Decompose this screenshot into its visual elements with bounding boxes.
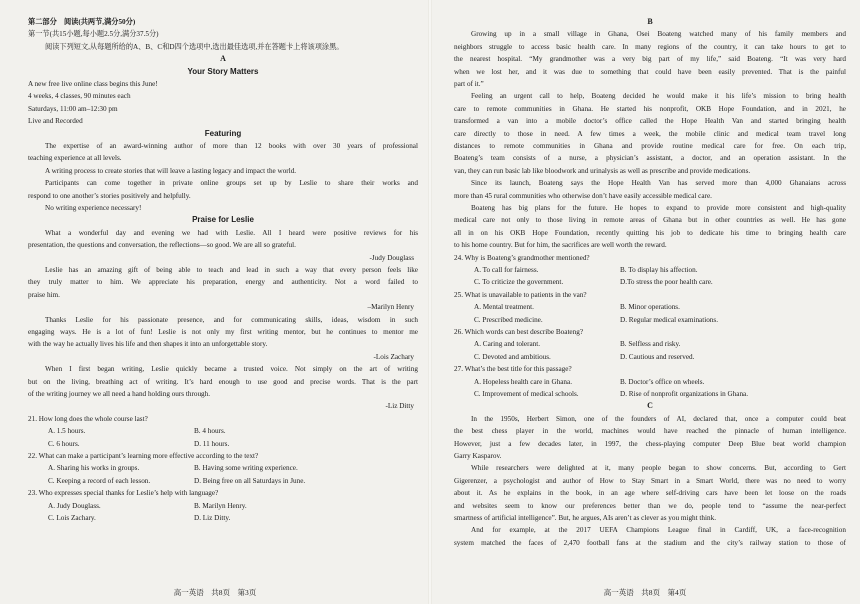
answer-option: A. Mental treatment. [474, 303, 534, 312]
text-line: medical care not only to those living in remote areas of Ghana but in other countries as well. He has gone [454, 216, 846, 225]
passage-a-question-0: 21. How long does the whole course last? [28, 414, 148, 423]
text-line: In the 1950s, Herbert Simon, one of the founders of AI, declared that, once a computer could beat [471, 414, 846, 423]
text-line: they truly matter to him. We appreciate his preparation, energy and authenticity. Not a word failed to [28, 278, 418, 287]
answer-option: D.To stress the poor health care. [620, 278, 713, 287]
text-line: Feeling an urgent call to help, Boateng decided he would make it his life’s mission to bring health [471, 92, 846, 101]
option-row [454, 276, 846, 288]
option-row [454, 351, 846, 363]
text-line: -Judy Douglass [369, 253, 414, 262]
text-line: While researchers were delighted at it, many people began to show concerns. But, according to Gert [471, 464, 846, 473]
answer-option: B. Selfless and risky. [620, 340, 681, 349]
text-line: Garry Kasparov. [454, 451, 502, 460]
passage-b-question-1: 25. What is unavailable to patients in the van? [454, 290, 587, 299]
answer-option: D. 11 hours. [194, 439, 230, 448]
text-line: engaging ways. He is a lot of fun! Leslie is not only my first writing mentor, but he continues to mentor me [28, 328, 418, 337]
text-line: presentation, the questions and conversation, the reflections—so good. We are all so grateful. [28, 241, 296, 250]
option-row [454, 338, 846, 350]
text-line: Gigerenzer, a psychologist and author of How to Stay Smart in a Smart World, there was no need to worry [454, 476, 846, 485]
text-line: care directly to those in need. A few times a week, the mobile clinic and medical team travel long [454, 129, 846, 138]
text-line: distances to remote communities in Ghana and provide routine medical care for free. On each trip, [454, 141, 846, 150]
passage-b-question-3: 27. What’s the best title for this passage? [454, 365, 572, 374]
text-line: Since its launch, Boateng says the Hope Health Van has served more than 4,000 Ghanaians across [471, 179, 846, 188]
answer-option: B. Minor operations. [620, 303, 680, 312]
answer-option: D. Liz Ditty. [194, 514, 231, 523]
answer-option: B. Marilyn Henry. [194, 501, 247, 510]
page-footer-left: 高一英语 共8页 第3页 [173, 588, 257, 597]
answer-option: A. Hopeless health care in Ghana. [474, 377, 572, 386]
text-line: part of it.” [454, 79, 484, 88]
text-line: system matched the faces of 2,470 football fans at the stadium and the city’s railway station to those of [454, 538, 846, 547]
text-line: A [220, 54, 226, 64]
passage-b-question-0: 24. Why is Boateng’s grandmother mentioned? [454, 253, 590, 262]
text-line: And for example, at the 2017 UEFA Champions League final in Cardiff, UK, a face-recognition [471, 526, 846, 535]
answer-option: D. Regular medical examinations. [620, 315, 718, 324]
text-line: A writing process to create stories that will leave a lasting legacy and impact the world. [45, 166, 297, 175]
text-line: care to remote communities in Ghana. He started his nonprofit, OKB Hope Foundation, and in 2021, he [454, 104, 846, 113]
text-line: and websites seem to know our preferences better than we do, people tend to “assume the near-perfect [454, 501, 846, 510]
answer-option: A. Judy Douglass. [48, 501, 101, 510]
text-line: –Marilyn Henry [367, 303, 414, 312]
answer-option: D. Cautious and reserved. [620, 352, 695, 361]
answer-option: B. Having some writing experience. [194, 464, 298, 473]
text-line: Saturdays, 11:00 am–12:30 pm [28, 104, 118, 113]
text-line: 第一节(共15小题,每小题2.5分,满分37.5分) [28, 30, 159, 39]
option-row [454, 376, 846, 388]
text-line: No writing experience necessary! [45, 204, 142, 213]
answer-option: C. Prescribed medicine. [474, 315, 543, 324]
option-row [28, 475, 418, 487]
text-line: Boateng’s team consists of a nurse, a physician’s assistant, a doctor, and an operation assistant. In the [454, 154, 846, 163]
text-line: praise him. [28, 290, 60, 299]
page-footer-right: 高一英语 共8页 第4页 [603, 588, 687, 597]
answer-option: C. To criticize the government. [474, 278, 564, 287]
text-line: neighbors struggle to access basic health care. In many regions of the country, it can take hours to get to [454, 42, 846, 51]
text-line: -Liz Ditty [385, 402, 414, 411]
text-line: Featuring [204, 128, 242, 138]
text-line: the best chess player in the world, machines would have reached the pinnacle of human intelligence. [454, 427, 846, 436]
text-line: Live and Recorded [28, 117, 83, 126]
text-line: Growing up in a small village in Ghana, Osei Boateng watched many of his family members and [471, 30, 846, 39]
text-line: 第二部分 阅读(共两节,满分50分) [28, 18, 136, 26]
option-row [28, 500, 418, 512]
left-column [28, 16, 418, 578]
text-line: more than 45 rural communities who otherwise don’t have easily accessible medical care. [454, 191, 712, 200]
text-line: respond to one another’s stories positively and helpfully. [28, 191, 191, 200]
exam-page-4 [430, 0, 860, 604]
text-line: the nearest hospital. “My grandmother was a very big part of my life,” said Boateng. “It was very hard [454, 55, 846, 64]
answer-option: C. Lois Zachary. [48, 514, 96, 523]
text-line: When I first began writing, Leslie quickly became a trusted voice. Not simply on the art of writing [45, 365, 418, 374]
answer-option: A. To call for fairness. [474, 265, 539, 274]
text-line: The expertise of an award-winning author of more than 12 books with over 30 years of professional [45, 142, 418, 151]
answer-option: A. Sharing his works in groups. [48, 464, 140, 473]
answer-option: B. To display his affection. [620, 265, 698, 274]
text-line: Leslie has an amazing gift of being able to teach and lead in such a way that every person feels like [45, 266, 418, 275]
passage-b-question-2: 26. Which words can best describe Boateng? [454, 327, 584, 336]
answer-option: C. Devoted and ambitious. [474, 352, 551, 361]
text-line: but on the living, breathing act of writing. It’s hard enough to use good and precise words. That is the part [28, 377, 418, 386]
answer-option: B. 4 hours. [194, 427, 226, 436]
option-row [28, 425, 418, 437]
option-row [454, 301, 846, 313]
option-row [454, 314, 846, 326]
text-line: Boateng has big plans for the future. He hopes to expand to provide more consistent and high-quality [471, 203, 846, 212]
right-column [454, 16, 846, 578]
option-row [28, 438, 418, 450]
text-line: with the way he actually lives his life and then shapes it into an unforgettable story. [28, 340, 268, 349]
text-line: A new free live online class begins this June! [28, 80, 158, 89]
text-line: Praise for Leslie [192, 215, 254, 225]
text-line: when we lost her, and it was due to something that could have been easily prevented. That is the painful [454, 67, 846, 76]
answer-option: A. 1.5 hours. [48, 427, 86, 436]
text-line: van, they can run basic lab like bloodwork and urinalysis as well as prescribe and provide medications. [454, 166, 751, 175]
passage-a-question-1: 22. What can make a participant’s learning more effective according to the text? [28, 452, 259, 461]
text-line: Thanks Leslie for his passionate presence, and for communicating skills, ideas, wisdom in such [45, 315, 418, 324]
answer-option: D. Being free on all Saturdays in June. [194, 476, 306, 485]
option-row [454, 264, 846, 276]
answer-option: B. Doctor’s office on wheels. [620, 377, 705, 386]
text-line: of the writing journey we all need a hand holding ours through. [28, 390, 211, 399]
text-line: 4 weeks, 4 classes, 90 minutes each [28, 92, 131, 101]
text-line: What a wonderful day and evening we had with Leslie. All I heard were positive reviews for his [45, 228, 418, 237]
text-line: However, just a few decades later, in 1997, the chess-playing computer Deep Blue beat world champion [454, 439, 846, 448]
text-line: transformed a van into a mobile doctor’s office called the Hope Health Van and started bringing health [454, 117, 846, 126]
passage-a-question-2: 23. Who expresses special thanks for Leslie’s help with language? [28, 489, 219, 498]
answer-option: D. Rise of nonprofit organizations in Ghana. [620, 389, 749, 398]
answer-option: C. Keeping a record of each lesson. [48, 476, 151, 485]
text-line: -Lois Zachary [373, 352, 414, 361]
answer-option: A. Caring and tolerant. [474, 340, 541, 349]
option-row [454, 388, 846, 400]
text-line: 阅读下列短文,从每题所给的A、B、C和D四个选项中,选出最佳选项,并在答题卡上将该项涂黑。 [45, 42, 344, 51]
text-line: Your Story Matters [187, 66, 259, 76]
answer-option: C. 6 hours. [48, 439, 80, 448]
option-row [28, 512, 418, 524]
answer-option: C. Improvement of medical schools. [474, 389, 579, 398]
text-line: B [647, 17, 653, 26]
passage-c-heading: C [647, 401, 653, 411]
text-line: teaching experience at all levels. [28, 154, 122, 163]
text-line: all in on his OKB Hope Foundation, recently quitting his job to dedicate his time to bringing health care [454, 228, 846, 237]
text-line: Participants can come together in private online groups set up by Leslie to share their works and [45, 179, 418, 188]
text-line: about it. As he explains in the book, in an age where self-driving cars have been let loose on the roads [454, 489, 846, 498]
option-row [28, 462, 418, 474]
text-line: smartness of artificial intelligence”. But, he argues, AIs aren’t as clever as you might think. [454, 513, 717, 522]
text-line: to his home country. But for him, the sacrifices are well worth the reward. [454, 241, 667, 250]
